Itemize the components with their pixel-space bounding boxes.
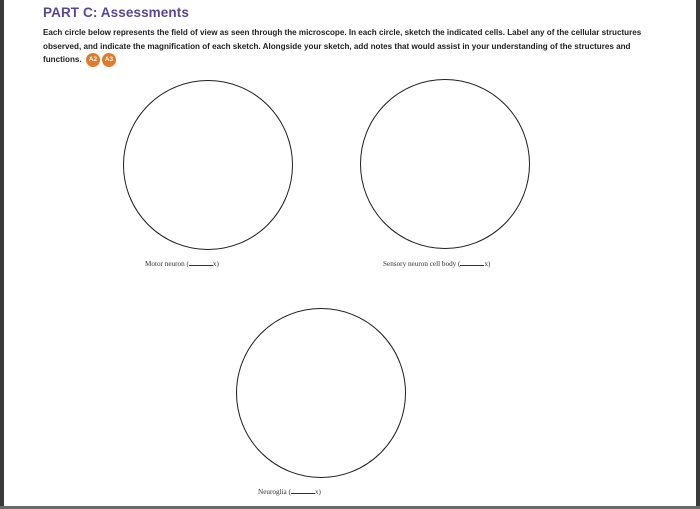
motor-neuron-caption [145,259,219,268]
right-border [696,0,700,509]
neuroglia-field-of-view[interactable] [236,308,406,478]
motor-neuron-field-of-view[interactable] [123,80,293,250]
instructions-text [43,26,663,67]
motor-neuron-label: Motor neuron ( [145,260,189,268]
section-title: PART C: Assessments [43,5,189,20]
badge-a2: A2 [86,53,100,67]
sensory-neuron-label: Sensory neuron cell body ( [383,260,461,268]
motor-neuron-magnification-blank[interactable] [189,259,213,266]
motor-neuron-suffix: x) [212,260,219,268]
sensory-neuron-caption [383,259,490,268]
neuroglia-magnification-blank[interactable] [291,487,315,494]
left-border [0,0,4,509]
badge-a3: A3 [102,53,116,67]
neuroglia-label: Neuroglia ( [258,488,291,496]
neuroglia-caption [258,487,321,496]
sensory-neuron-field-of-view[interactable] [360,79,530,249]
neuroglia-suffix: x) [314,488,321,496]
sensory-neuron-suffix: x) [484,260,491,268]
instructions-body: Each circle below represents the field of view as seen through the microscope. In each circle, sketch the indicated cells. Label any of the cellular structures observed, and indicate the magnification of each sketch. Alongside your sketch, add notes that would assist in your understanding of the structures and functions. [43,28,642,65]
sensory-neuron-magnification-blank[interactable] [460,259,484,266]
